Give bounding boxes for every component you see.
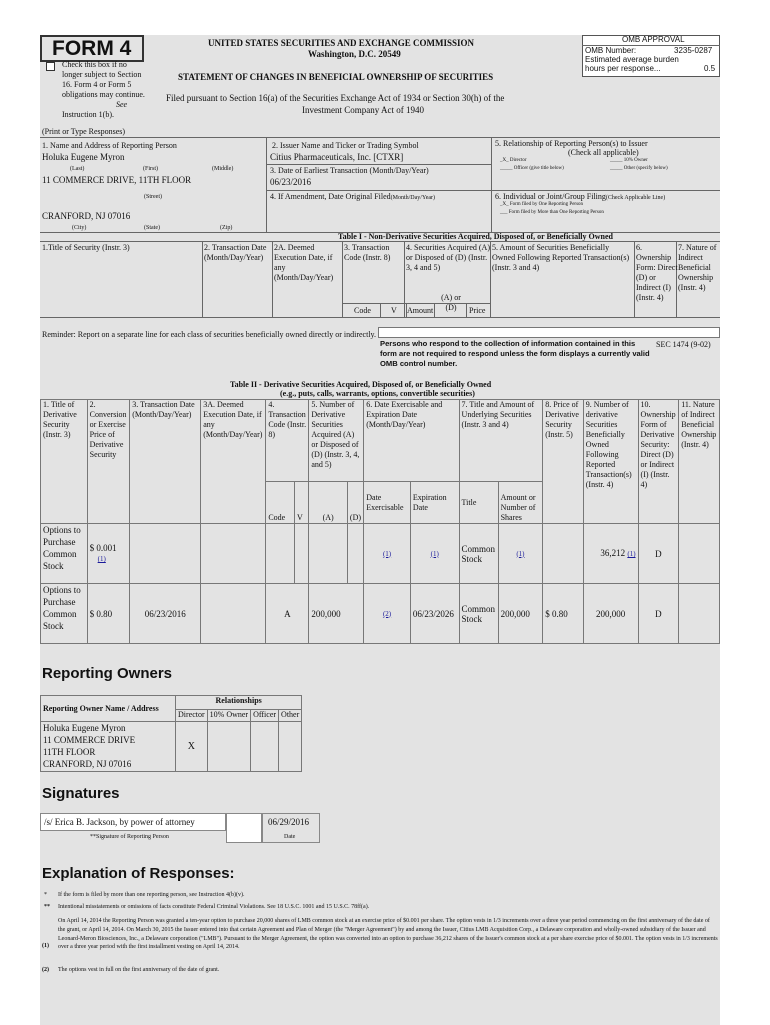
dstar-note: Intentional misstatements or omissions of facts constitute Federal Criminal Violations. See 18 U.S.C. 1001 and 15 U.S.C. 78ff(a). — [58, 904, 370, 910]
t2-code: 4. Transaction Code (Instr. 8) — [268, 400, 307, 439]
table1-title: Table I - Non-Derivative Securities Acquired, Disposed of, or Beneficially Owned — [338, 232, 613, 241]
t1-v: V — [391, 306, 397, 315]
relationship-label: 5. Relationship of Reporting Person(s) to Issuer — [495, 139, 648, 148]
middle-label: (Middle) — [212, 166, 234, 172]
star-note: If the form is filed by more than one reporting person, see Instruction 4(b)(v). — [58, 892, 245, 898]
t1-securities-acquired: 4. Securities Acquired (A) or Disposed of (D) (Instr. 3, 4 and 5) — [406, 243, 490, 272]
row2-form: D — [655, 608, 662, 619]
row2-date: 06/23/2016 — [144, 608, 186, 619]
omb-number-label: OMB Number: — [585, 46, 637, 55]
row1-und-amt-link[interactable]: (1) — [516, 549, 525, 558]
reporting-owners-heading: Reporting Owners — [42, 665, 173, 682]
omb-burden-2: hours per response... — [585, 64, 661, 73]
agency-name: UNITED STATES SECURITIES AND EXCHANGE COMMISSION — [208, 38, 474, 48]
street-label: (Street) — [144, 194, 162, 200]
t2-sub-exp: Expiration Date — [412, 492, 447, 512]
zip-label: (Zip) — [220, 225, 233, 231]
amendment-label: 4. If Amendment, Date Original Filed(Month/Day/Year) — [270, 192, 436, 201]
first-label: (First) — [143, 166, 158, 172]
t1-a-or-d: (A) or (D) — [441, 293, 461, 312]
omb-hours: 0.5 — [704, 64, 716, 73]
t2-owned: 9. Number of derivative Securities Beneficially Owned Following Reported Transaction(s) (Instr. 4) — [585, 400, 632, 489]
last-label: (Last) — [70, 166, 85, 172]
t1-deemed-date: 2A. Deemed Execution Date, if any (Month/Day/Year) — [274, 243, 334, 282]
t2-sub-title: Title — [461, 497, 477, 507]
issuer-name: Citius Pharmaceuticals, Inc. [CTXR] — [270, 152, 404, 162]
t2-underlying: 7. Title and Amount of Underlying Securities (Instr. 3 and 4) — [461, 400, 535, 429]
earliest-date: 06/23/2016 — [270, 177, 312, 187]
fn2-mark: (2) — [42, 967, 49, 973]
row1-owned-footnote-link[interactable]: (1) — [627, 550, 636, 558]
row1-conv: $ 0.001 — [89, 543, 117, 553]
owner-line-1: Holuka Eugene Myron — [43, 723, 126, 733]
filed-pursuant-2: Investment Company Act of 1940 — [302, 105, 424, 115]
print-type-note: (Print or Type Responses) — [42, 127, 126, 136]
earliest-date-label: 3. Date of Earliest Transaction (Month/Day/Year) — [270, 166, 429, 175]
rel-other: _____ Other (specify below) — [610, 166, 668, 171]
statement-title: STATEMENT OF CHANGES IN BENEFICIAL OWNERSHIP OF SECURITIES — [178, 72, 494, 82]
officer-header: Officer — [253, 710, 277, 719]
filing-more: ___ Form filed by More than One Reporting Person — [500, 210, 604, 215]
t2-exercisable: 6. Date Exercisable and Expiration Date (Month/Day/Year) — [366, 400, 443, 429]
row2-title: Options to Purchase Common Stock — [43, 585, 81, 631]
director-header: Director — [178, 710, 205, 719]
state-label: (State) — [144, 225, 160, 231]
filing-one: _X_ Form filed by One Reporting Person — [500, 202, 584, 207]
t1-title-of-security: 1.Title of Security (Instr. 3) — [42, 243, 130, 252]
reporting-street: 11 COMMERCE DRIVE, 11TH FLOOR — [42, 175, 192, 185]
row2-price: $ 0.80 — [545, 608, 568, 619]
t2-sub-amount: Amount or Number of Shares — [500, 493, 536, 522]
table-row — [41, 524, 720, 584]
row2-owned: 200,000 — [596, 608, 626, 619]
filing-label: 6. Individual or Joint/Group Filing(Check Applicable Line) — [495, 192, 666, 201]
row1-title: Options to Purchase Common Stock — [43, 525, 81, 571]
table-row — [41, 722, 302, 772]
t2-price: 8. Price of Derivative Security (Instr. 5) — [545, 400, 579, 439]
date-label: Date — [284, 834, 296, 840]
row1-form: D — [655, 548, 662, 559]
owner10-header: 10% Owner — [209, 710, 249, 719]
relationship-sub: (Check all applicable) — [568, 148, 639, 157]
owner-name-header: Reporting Owner Name / Address — [43, 703, 159, 713]
reminder: Reminder: Report on a separate line for each class of securities beneficially owned directly or indirectly. — [42, 330, 377, 339]
t2-sub-code: Code — [268, 513, 286, 522]
row2-und-title: Common Stock — [461, 603, 496, 624]
t1-transaction-code: 3. Transaction Code (Instr. 8) — [344, 243, 391, 262]
t2-deemed: 3A. Deemed Execution Date, if any (Month/Day/Year) — [203, 400, 263, 439]
t2-date: 3. Transaction Date (Month/Day/Year) — [132, 400, 195, 419]
agency-city: Washington, D.C. 20549 — [308, 49, 401, 59]
row2-date-ex-link[interactable]: (2) — [382, 609, 392, 618]
t2-number: 5. Number of Derivative Securities Acquired (A) or Disposed of (D) (Instr. 3, 4, and 5) — [311, 400, 360, 469]
signatures-heading: Signatures — [42, 785, 120, 802]
omb-title: OMB APPROVAL — [622, 35, 685, 44]
t2-form: 10. Ownership Form of Derivative Security: Direct (D) or Indirect (I) (Instr. 4) — [640, 400, 676, 489]
reporting-owners-table — [40, 695, 302, 772]
explanation-heading: Explanation of Responses: — [42, 865, 235, 882]
form-page — [40, 35, 720, 1025]
signature-date: 06/29/2016 — [268, 817, 310, 827]
t2-conversion: 2. Conversion or Exercise Price of Derivative Security — [89, 400, 127, 459]
fn1-mark: (1) — [42, 943, 49, 949]
form-title: FORM 4 — [52, 37, 132, 60]
table-row — [41, 584, 720, 644]
checkbox-see: See — [116, 100, 128, 109]
t1-amount: Amount — [407, 306, 434, 315]
row2-code: A — [284, 608, 291, 619]
t2-sub-a: (A) — [322, 513, 334, 522]
table2-title: Table II - Derivative Securities Acquired, Disposed of, or Beneficially Owned — [230, 380, 492, 389]
t1-code: Code — [354, 306, 371, 315]
rel-director: _X_ Director — [500, 158, 527, 163]
signer-label: **Signature of Reporting Person — [90, 834, 169, 840]
owner-line-4: CRANFORD, NJ 07016 — [43, 759, 132, 769]
persons-notice: Persons who respond to the collection of information contained in this form are not required to respond unless the form displays a currently valid OMB control number. — [380, 339, 650, 368]
omb-number: 3235-0287 — [674, 46, 713, 55]
t1-ownership-form: 6. Ownership Form: Direct (D) or Indirect (I) (Instr. 4) — [636, 243, 678, 302]
owner-line-2: 11 COMMERCE DRIVE — [43, 735, 136, 745]
row2-und-amt: 200,000 — [500, 608, 530, 619]
no-longer-subject-checkbox[interactable] — [46, 62, 55, 71]
t1-transaction-date: 2. Transaction Date (Month/Day/Year) — [204, 243, 267, 262]
table2-subtitle: (e.g., puts, calls, warrants, options, convertible securities) — [280, 389, 475, 398]
footnote-2: The options vest in full on the first anniversary of the date of grant. — [58, 967, 220, 973]
owner-line-3: 11TH FLOOR — [43, 747, 96, 757]
t2-title: 1. Title of Derivative Security (Instr. 3) — [43, 400, 77, 439]
row2-a: 200,000 — [311, 608, 341, 619]
filed-pursuant-1: Filed pursuant to Section 16(a) of the Securities Exchange Act of 1934 or Section 30(h) of the — [166, 93, 505, 103]
t1-price: Price — [469, 306, 486, 315]
row2-conv: $ 0.80 — [89, 608, 113, 619]
omb-burden-1: Estimated average burden — [585, 55, 679, 64]
relationships-header: Relationships — [215, 696, 262, 705]
row1-exp-link[interactable]: (1) — [430, 549, 439, 558]
row1-date-ex-link[interactable]: (1) — [382, 549, 392, 558]
row1-und-title: Common Stock — [461, 543, 496, 564]
signer: /s/ Erica B. Jackson, by power of attorney — [44, 817, 195, 827]
row2-exp: 06/23/2026 — [412, 608, 454, 619]
row1-conv-footnote-link[interactable]: (1) — [97, 555, 106, 563]
dstar-mark: ** — [44, 904, 50, 910]
row1-owned: 36,212 — [600, 548, 626, 558]
sec-code: SEC 1474 (9-02) — [656, 340, 711, 349]
checkbox-instruction: Instruction 1(b). — [62, 110, 114, 119]
t2-sub-d: (D) — [349, 513, 362, 522]
reporting-person-label: 1. Name and Address of Reporting Person — [42, 141, 177, 150]
issuer-label: 2. Issuer Name and Ticker or Trading Symbol — [272, 141, 419, 150]
star-mark: * — [44, 892, 47, 898]
other-header: Other — [281, 710, 300, 719]
t1-amount-owned: 5. Amount of Securities Beneficially Owned Following Reported Transaction(s) (Instr. 3 and 4) — [492, 243, 630, 272]
rel-officer: _____ Officer (give title below) — [500, 166, 564, 171]
t2-sub-v: V — [297, 513, 303, 522]
checkbox-note: Check this box if no longer subject to Section 16. Form 4 or Form 5 obligations may continue. — [62, 60, 145, 99]
reminder-box — [378, 327, 720, 338]
derivative-table — [40, 399, 720, 644]
director-mark: X — [187, 740, 195, 752]
t1-nature: 7. Nature of Indirect Beneficial Ownership (Instr. 4) — [678, 243, 717, 292]
reporting-person-name: Holuka Eugene Myron — [42, 152, 125, 162]
rel-10pct-owner: _____ 10% Owner — [610, 158, 648, 163]
city-label: (City) — [72, 225, 87, 231]
footnote-1: On April 14, 2014 the Reporting Person was granted a ten-year option to purchase 20,000 shares of LMB common stock at an exercise price of $0.001 per share. The option vests in 1/3 increments over a three year period commencing on the first anniversary of the date of the grant, or April 14, 2014. On March 30, 2015 the Issuer entered into that certain Agreement and Plan of Merger (the "Merger Agreement") by and among the Issuer, Citius LMB Acquisition Corp., a Delaware corporation and wholly-owned subsidiary of the Issuer and Leonard-Meron Biosciences, Inc., a Delaware corporation ("LMB"). Pursuant to the Merger Agreement, the option was converted into an option to purchase 36,212 shares of the Issuer's common stock at a per share exercise price of $0.001. The option vests in 1/3 increments over a three year period with the first installment vesting on April 14, 2014. — [58, 918, 718, 951]
t2-nature: 11. Nature of Indirect Beneficial Ownership (Instr. 4) — [681, 400, 717, 449]
t2-sub-date-ex: Date Exercisable — [366, 492, 404, 512]
reporting-city-state: CRANFORD, NJ 07016 — [42, 211, 131, 221]
